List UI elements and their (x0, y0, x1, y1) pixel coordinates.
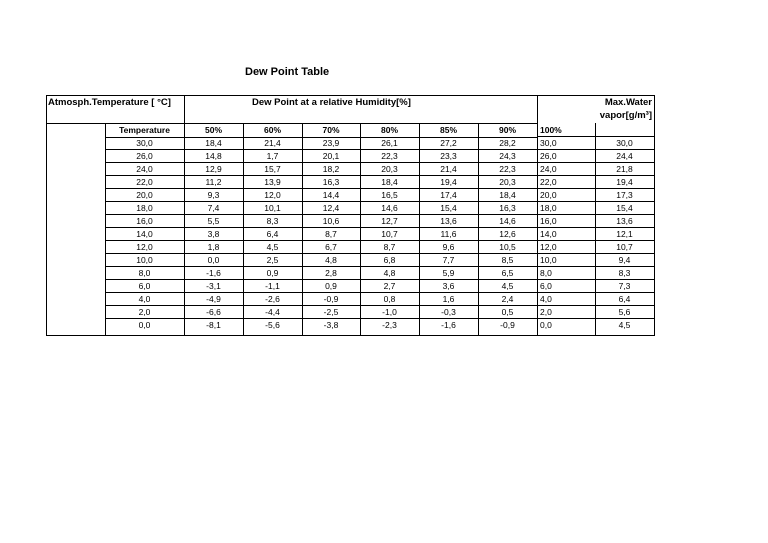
table-cell: -1,6 (441, 320, 456, 330)
table-cell: 2,7 (383, 281, 396, 291)
table-cell: 16,0 (540, 216, 557, 226)
table-cell: 9,4 (618, 255, 631, 265)
table-cell: 3,8 (207, 229, 220, 239)
table-cell: 8,3 (618, 268, 631, 278)
table-cell: -2,6 (265, 294, 280, 304)
column-header: 90% (498, 125, 516, 135)
table-cell: 2,8 (325, 268, 337, 278)
table-cell: 24,3 (499, 151, 516, 161)
table-cell: 20,3 (499, 177, 516, 187)
table-cell: -3,8 (323, 320, 339, 330)
table-cell: 21,8 (616, 164, 633, 174)
table-cell: 1,7 (266, 151, 279, 161)
table-cell: 13,9 (264, 177, 281, 187)
table-cell: -0,9 (323, 294, 339, 304)
table-cell: 26,1 (381, 138, 398, 148)
table-cell: 9,3 (207, 190, 220, 200)
table-cell: 12,4 (322, 203, 340, 213)
column-header: 60% (263, 125, 281, 135)
column-header: 70% (322, 125, 340, 135)
table-cell: 6,0 (540, 281, 552, 291)
table-cell: 14,4 (322, 190, 340, 200)
table-cell: 6,5 (501, 268, 514, 278)
table-cell: 18,2 (322, 164, 340, 174)
table-cell: 27,2 (440, 138, 457, 148)
column-header: 100% (540, 125, 562, 135)
table-cell: 24,0 (136, 164, 153, 174)
table-cell: 0,9 (325, 281, 337, 291)
table-cell: 4,8 (383, 268, 396, 278)
table-cell: 6,0 (138, 281, 151, 291)
table-cell: 10,0 (540, 255, 557, 265)
table-cell: 8,0 (138, 268, 151, 278)
table-cell: 14,0 (136, 229, 153, 239)
table-cell: 14,0 (540, 229, 557, 239)
table-cell: 15,7 (264, 164, 281, 174)
table-cell: 15,4 (440, 203, 457, 213)
table-cell: 21,4 (440, 164, 457, 174)
table-cell: 6,7 (325, 242, 337, 252)
table-cell: -2,5 (323, 307, 339, 317)
table-cell: 22,0 (540, 177, 557, 187)
table-cell: 1,8 (207, 242, 220, 252)
table-cell: 14,8 (205, 151, 222, 161)
table-cell: 11,2 (205, 177, 222, 187)
table-cell: 14,6 (499, 216, 516, 226)
table-cell: 12,0 (264, 190, 281, 200)
table-cell: 21,4 (264, 138, 281, 148)
table-cell: 20,0 (540, 190, 557, 200)
table-cell: 30,0 (136, 138, 153, 148)
table-cell: 24,0 (540, 164, 557, 174)
table-cell: 10,0 (136, 255, 153, 265)
table-cell: 13,6 (440, 216, 457, 226)
table-cell: 11,6 (440, 229, 457, 239)
table-cell: -2,3 (382, 320, 397, 330)
table-cell: 13,6 (616, 216, 633, 226)
table-cell: 4,8 (325, 255, 337, 265)
table-cell: 8,3 (266, 216, 279, 226)
table-cell: 4,5 (266, 242, 279, 252)
table-cell: 3,6 (442, 281, 455, 291)
max-water-header-line1: Max.Water (604, 97, 652, 108)
table-cell: 20,3 (381, 164, 398, 174)
table-cell: 4,5 (618, 320, 631, 330)
table-cell: 30,0 (616, 138, 633, 148)
table-cell: 16,3 (499, 203, 516, 213)
table-cell: 18,4 (499, 190, 516, 200)
table-cell: 5,9 (442, 268, 455, 278)
table-cell: -1,6 (206, 268, 221, 278)
table-cell: 6,4 (266, 229, 279, 239)
table-cell: 0,8 (383, 294, 396, 304)
table-cell: -8,1 (206, 320, 221, 330)
table-cell: 12,0 (136, 242, 153, 252)
table-border-left (46, 95, 47, 336)
table-cell: 24,4 (616, 151, 633, 161)
table-cell: 9,6 (442, 242, 455, 252)
table-cell: 26,0 (136, 151, 153, 161)
table-cell: 4,0 (540, 294, 552, 304)
table-cell: 10,1 (264, 203, 281, 213)
table-cell: 20,1 (322, 151, 340, 161)
table-cell: 17,4 (440, 190, 457, 200)
table-cell: 22,3 (499, 164, 516, 174)
header-divider-vertical (184, 95, 185, 124)
table-cell: 12,6 (499, 229, 516, 239)
table-border-top (46, 95, 655, 96)
table-cell: 6,8 (383, 255, 396, 265)
table-border-right (654, 95, 655, 336)
table-cell: -5,6 (265, 320, 280, 330)
table-cell: 16,3 (322, 177, 340, 187)
table-cell: 5,6 (618, 307, 631, 317)
table-cell: -1,1 (265, 281, 280, 291)
column-header: Temperature (119, 125, 170, 135)
table-border-bottom (46, 335, 655, 336)
table-cell: 18,4 (205, 138, 222, 148)
table-cell: -4,9 (206, 294, 221, 304)
table-cell: 2,4 (501, 294, 514, 304)
table-cell: 23,9 (322, 138, 340, 148)
table-cell: 18,0 (540, 203, 557, 213)
table-cell: 12,1 (616, 229, 633, 239)
table-cell: 8,0 (540, 268, 552, 278)
table-cell: 12,7 (381, 216, 398, 226)
table-cell: 23,3 (440, 151, 457, 161)
table-cell: -1,0 (382, 307, 397, 317)
table-cell: 0,0 (540, 320, 552, 330)
table-cell: 10,6 (322, 216, 340, 226)
table-cell: 5,5 (207, 216, 220, 226)
table-cell: 22,3 (381, 151, 398, 161)
table-cell: 8,5 (501, 255, 514, 265)
table-cell: 26,0 (540, 151, 557, 161)
table-cell: 18,0 (136, 203, 153, 213)
table-cell: 1,6 (442, 294, 455, 304)
dew-point-table (46, 95, 654, 335)
table-cell: 19,4 (440, 177, 457, 187)
atmos-temperature-header: Atmosph.Temperature [ °C] (48, 97, 171, 108)
table-cell: 8,7 (383, 242, 396, 252)
table-cell: 19,4 (616, 177, 633, 187)
table-cell: 0,0 (207, 255, 220, 265)
table-cell: 2,5 (266, 255, 279, 265)
table-title: Dew Point Table (245, 66, 330, 78)
table-cell: 2,0 (138, 307, 151, 317)
table-cell: 30,0 (540, 138, 557, 148)
table-cell: -0,9 (500, 320, 515, 330)
table-cell: 16,0 (136, 216, 153, 226)
table-cell: 14,6 (381, 203, 398, 213)
table-cell: 6,4 (618, 294, 631, 304)
table-cell: 7,4 (207, 203, 220, 213)
table-cell: -6,6 (206, 307, 221, 317)
table-cell: 10,7 (381, 229, 398, 239)
max-water-header-line2: vapor[g/m³] (599, 110, 652, 121)
table-cell: 22,0 (136, 177, 153, 187)
table-cell: 0,9 (266, 268, 279, 278)
table-cell: 8,7 (325, 229, 337, 239)
table-cell: -0,3 (441, 307, 456, 317)
table-cell: -3,1 (206, 281, 221, 291)
table-cell: 4,0 (138, 294, 151, 304)
table-cell: 28,2 (499, 138, 516, 148)
dew-point-header: Dew Point at a relative Humidity[%] (252, 97, 411, 108)
column-header: 85% (439, 125, 457, 135)
table-cell: 10,5 (499, 242, 516, 252)
table-cell: 0,5 (501, 307, 514, 317)
column-header: 80% (380, 125, 398, 135)
table-cell: 7,7 (442, 255, 455, 265)
table-cell: 10,7 (616, 242, 633, 252)
column-header: 50% (204, 125, 222, 135)
table-cell: 12,0 (540, 242, 557, 252)
table-cell: -4,4 (265, 307, 280, 317)
table-cell: 0,0 (138, 320, 151, 330)
table-cell: 12,9 (205, 164, 222, 174)
table-cell: 2,0 (540, 307, 552, 317)
table-cell: 4,5 (501, 281, 514, 291)
table-cell: 15,4 (616, 203, 633, 213)
table-cell: 18,4 (381, 177, 398, 187)
table-cell: 7,3 (618, 281, 631, 291)
table-cell: 17,3 (616, 190, 633, 200)
table-cell: 20,0 (136, 190, 153, 200)
table-cell: 16,5 (381, 190, 398, 200)
